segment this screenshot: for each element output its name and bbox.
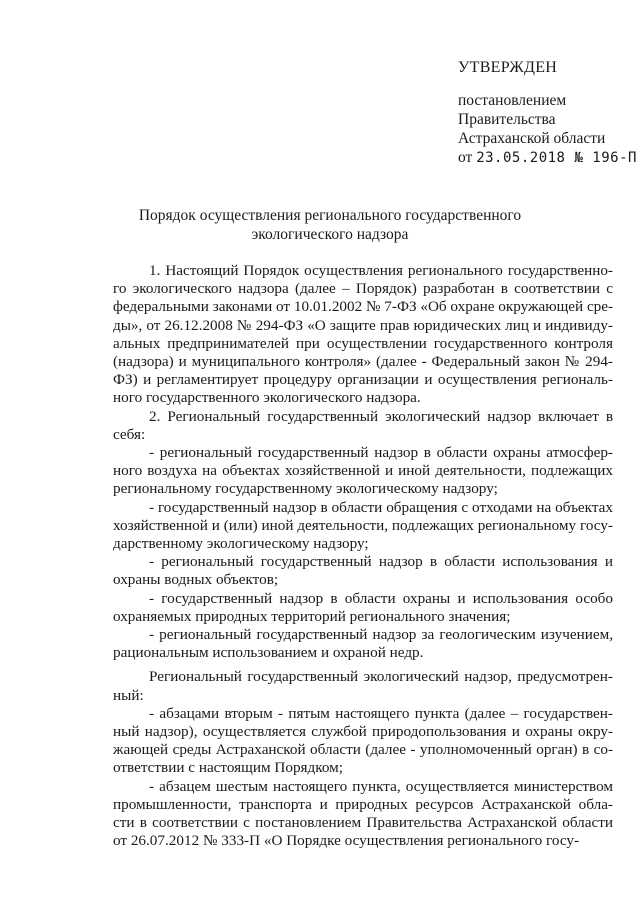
approval-block bbox=[458, 58, 637, 168]
approval-date-prefix: от bbox=[458, 149, 473, 166]
text-line: ного воздуха на объектах хозяйственной и иной деятельности, подлежащих bbox=[113, 462, 613, 480]
approval-date-value: 23.05.2018 № 196-П bbox=[476, 150, 637, 166]
text-line: промышленности, транспорта и природных ресурсов Астраханской обла- bbox=[113, 795, 613, 813]
text-line: го экологического надзора (далее – Порядок) разработан в соответствии с bbox=[113, 280, 613, 298]
title-line-2: экологического надзора bbox=[251, 226, 409, 243]
approval-date-line bbox=[458, 148, 637, 168]
text-line: - региональный государственный надзор в области использования и bbox=[149, 553, 613, 571]
text-line: ФЗ) и регламентирует процедуру организации и осуществления региональ- bbox=[113, 371, 613, 389]
paragraph-9 bbox=[113, 705, 613, 778]
text-line: - региональный государственный надзор за геологическим изучением, bbox=[149, 626, 613, 644]
text-line: себя: bbox=[113, 425, 146, 443]
text-line: (надзора) и муниципального контроля» (далее - Федеральный закон № 294- bbox=[113, 353, 613, 371]
text-line: - государственный надзор в области охраны и использования особо bbox=[149, 589, 613, 607]
text-line: рациональным использованием и охраной недр. bbox=[113, 644, 424, 662]
text-line: ный надзор), осуществляется службой природопользования и охраны окру- bbox=[113, 723, 613, 741]
text-line: ответствии с настоящим Порядком; bbox=[113, 759, 343, 777]
approval-line-2: Правительства bbox=[458, 111, 556, 128]
title-line-1: Порядок осуществления регионального государственного bbox=[138, 207, 522, 224]
text-line: хозяйственной и (или) иной деятельности, подлежащих региональному госу- bbox=[113, 516, 613, 534]
paragraph-3 bbox=[113, 444, 613, 499]
paragraph-7 bbox=[113, 626, 613, 662]
text-line: 2. Региональный государственный экологический надзор включает в bbox=[149, 407, 613, 425]
paragraph-6 bbox=[113, 590, 613, 626]
text-line: ды», от 26.12.2008 № 294-ФЗ «О защите прав юридических лиц и индивиду- bbox=[113, 316, 613, 334]
text-line: от 26.07.2012 № 333-П «О Порядке осуществления регионального госу- bbox=[113, 832, 580, 850]
text-line: - абзацами вторым - пятым настоящего пункта (далее – государствен- bbox=[149, 704, 613, 722]
text-line: региональному государственному экологическому надзору; bbox=[113, 480, 498, 498]
text-line: жающей среды Астраханской области (далее - уполномоченный орган) в со- bbox=[113, 741, 613, 759]
text-line: Региональный государственный экологический надзор, предусмотрен- bbox=[149, 668, 613, 686]
approval-line-1: постановлением bbox=[458, 92, 567, 109]
text-line: ный: bbox=[113, 686, 144, 704]
text-line: охраняемых природных территорий регионального значения; bbox=[113, 607, 511, 625]
text-line: 1. Настоящий Порядок осуществления регионального государственно- bbox=[149, 262, 613, 279]
text-line: сти в соответствии с постановлением Правительства Астраханской области bbox=[113, 814, 613, 832]
paragraph-5 bbox=[113, 553, 613, 589]
text-line: охраны водных объектов; bbox=[113, 571, 279, 589]
text-line: - региональный государственный надзор в области охраны атмосфер- bbox=[149, 444, 613, 462]
text-line: - абзацем шестым настоящего пункта, осуществляется министерством bbox=[149, 777, 613, 795]
text-line: дарственному экологическому надзору; bbox=[113, 535, 369, 553]
text-line: - государственный надзор в области обращения с отходами на объектах bbox=[149, 498, 613, 516]
text-line: ного государственного экологического надзора. bbox=[113, 389, 421, 407]
text-line: федеральными законами от 10.01.2002 № 7-ФЗ «Об охране окружающей сре- bbox=[113, 298, 613, 316]
paragraph-2 bbox=[113, 408, 613, 444]
document-body bbox=[113, 262, 613, 851]
document-title bbox=[120, 206, 540, 244]
paragraph-10 bbox=[113, 778, 613, 851]
approval-line-3: Астраханской области bbox=[458, 130, 606, 147]
paragraph-4 bbox=[113, 499, 613, 554]
text-line: альных предпринимателей при осуществлении государственного контроля bbox=[113, 334, 613, 352]
paragraph-8 bbox=[113, 668, 613, 704]
approval-heading: УТВЕРЖДЕН bbox=[458, 59, 558, 76]
paragraph-1 bbox=[113, 262, 613, 408]
